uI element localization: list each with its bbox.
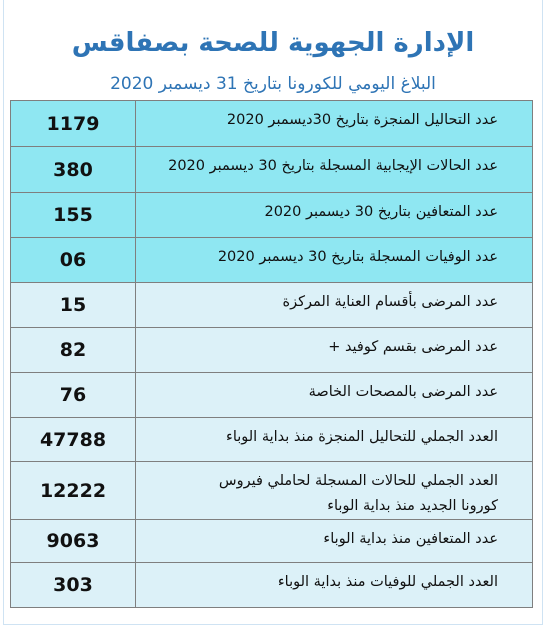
row-label: العدد الجملي للوفيات منذ بداية الوباء	[136, 563, 533, 608]
row-label: عدد المرضى بالمصحات الخاصة	[136, 373, 533, 418]
row-value: 155	[11, 193, 136, 238]
page-title: الإدارة الجهوية للصحة بصفاقس	[71, 28, 475, 58]
row-value: 303	[11, 563, 136, 608]
table-row	[11, 283, 533, 328]
row-label: عدد الوفيات المسجلة بتاريخ 30 ديسمبر 2020	[136, 238, 533, 283]
table-row	[11, 520, 533, 563]
table-row	[11, 193, 533, 238]
row-label: عدد المرضى بقسم كوفيد +	[136, 328, 533, 373]
table-row	[11, 373, 533, 418]
row-value: 76	[11, 373, 136, 418]
row-label: عدد المرضى بأقسام العناية المركزة	[136, 283, 533, 328]
stats-table	[10, 100, 533, 608]
row-label: عدد التحاليل المنجزة بتاريخ 30ديسمبر 2020	[136, 101, 533, 147]
table-row	[11, 462, 533, 520]
row-value: 82	[11, 328, 136, 373]
page-subtitle: البلاغ اليومي للكورونا بتاريخ 31 ديسمبر 2020	[110, 74, 436, 94]
table-row	[11, 147, 533, 193]
table-row	[11, 418, 533, 462]
row-value: 9063	[11, 520, 136, 563]
row-label: عدد المتعافين منذ بداية الوباء	[136, 520, 533, 563]
row-label-line-1: العدد الجملي للحالات المسجلة لحاملي فيروس	[218, 473, 498, 489]
row-label: عدد الحالات الإيجابية المسجلة بتاريخ 30 ديسمبر 2020	[136, 147, 533, 193]
table-row	[11, 238, 533, 283]
table-row	[11, 563, 533, 608]
row-label: عدد المتعافين بتاريخ 30 ديسمبر 2020	[136, 193, 533, 238]
row-value: 47788	[11, 418, 136, 462]
row-label	[136, 462, 533, 520]
row-value: 06	[11, 238, 136, 283]
table-row	[11, 101, 533, 147]
table-row	[11, 328, 533, 373]
row-value: 15	[11, 283, 136, 328]
row-value: 1179	[11, 101, 136, 147]
row-label: العدد الجملي للتحاليل المنجزة منذ بداية الوباء	[136, 418, 533, 462]
row-value: 12222	[11, 462, 136, 520]
row-label-line-2: كورونا الجديد منذ بداية الوباء	[327, 498, 498, 514]
row-value: 380	[11, 147, 136, 193]
